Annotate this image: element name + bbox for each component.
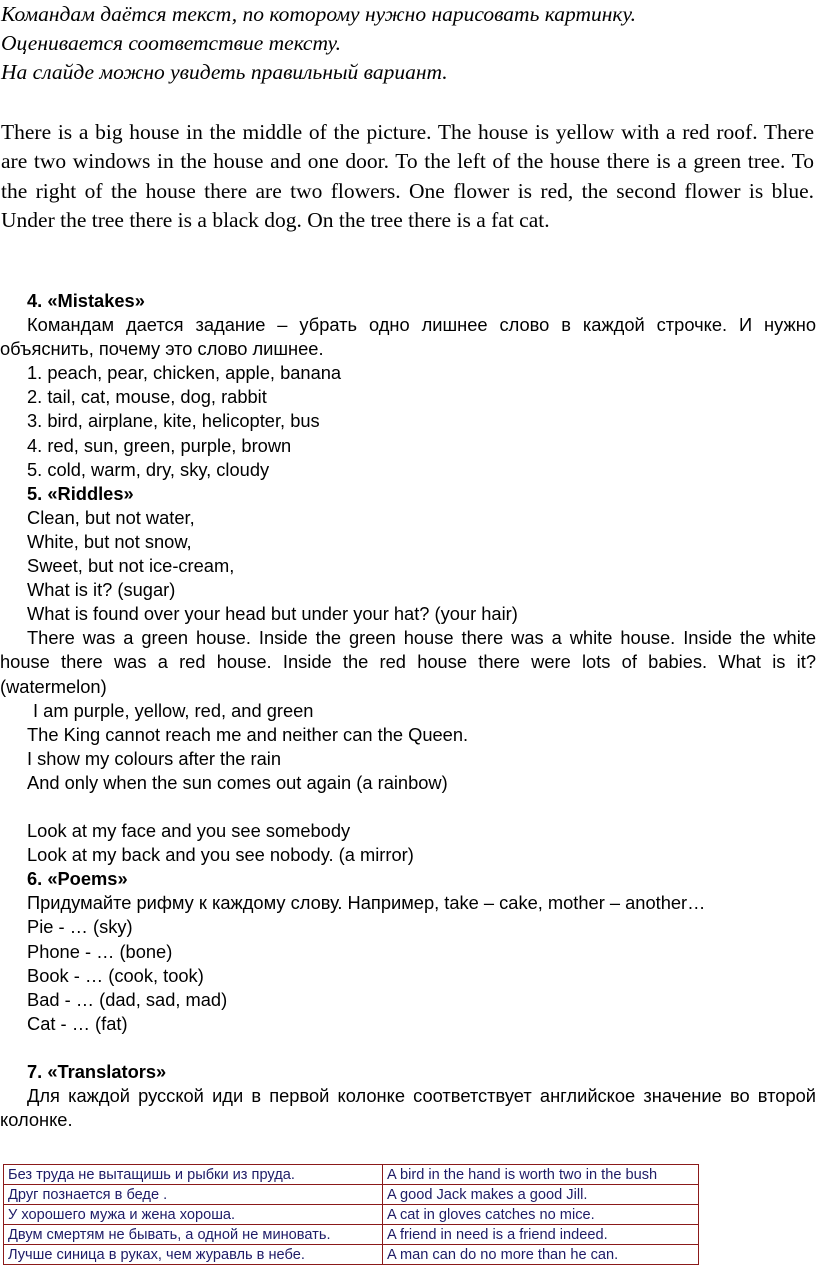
- translators-task: Для каждой русской иди в первой колонке соответствует английское значение во второй колонке.: [0, 1085, 816, 1131]
- poems-task: Придумайте рифму к каждому слову. Например, take – cake, mother – another…: [27, 892, 706, 914]
- list-item: Bad - … (dad, sad, mad): [27, 988, 228, 1010]
- list-item: Cat - … (fat): [27, 1012, 128, 1034]
- intro-line: Оценивается соответствие тексту.: [1, 31, 342, 55]
- english-idiom: A cat in gloves catches no mice.: [383, 1205, 699, 1225]
- list-item: 1. peach, pear, chicken, apple, banana: [27, 362, 342, 384]
- table-row: [4, 1205, 699, 1225]
- picture-story-text: There is a big house in the middle of the picture. The house is yellow with a red roof. There are two windows in the house and one door. To the left of the house there is a green tree. To the right of the house there are two flowers. One flower is red, the second flower is blue. Under the tree there is a black dog. On the tree there is a fat cat.: [1, 120, 814, 232]
- riddle-line: White, but not snow,: [27, 530, 192, 552]
- mistakes-heading: 4. «Mistakes»: [27, 290, 145, 311]
- riddle-line: The King cannot reach me and neither can the Queen.: [27, 723, 469, 745]
- russian-idiom: Лучше синица в руках, чем журавль в небе.: [4, 1245, 383, 1265]
- english-idiom: A good Jack makes a good Jill.: [383, 1185, 699, 1205]
- riddle-line: Look at my back and you see nobody. (a mirror): [27, 844, 414, 866]
- russian-idiom: Двум смертям не бывать, а одной не миновать.: [4, 1225, 383, 1245]
- tasks-section: [0, 289, 816, 1132]
- table-row: [4, 1245, 699, 1265]
- spacer: [0, 795, 816, 819]
- riddles-heading: 5. «Riddles»: [27, 482, 134, 504]
- riddle-line: What is found over your head but under your hat? (your hair): [27, 603, 518, 625]
- list-item: 3. bird, airplane, kite, helicopter, bus: [27, 410, 320, 432]
- english-idiom: A friend in need is a friend indeed.: [383, 1225, 699, 1245]
- riddle-line: And only when the sun comes out again (a rainbow): [27, 771, 448, 793]
- table-row: [4, 1165, 699, 1185]
- list-item: Book - … (cook, took): [27, 964, 204, 986]
- riddle-line: I show my colours after the rain: [27, 747, 282, 769]
- intro-line: На слайде можно увидеть правильный вариант.: [1, 60, 448, 84]
- riddle-paragraph: There was a green house. Inside the green house there was a white house. Inside the white house there was a red house. Inside the red house there were lots of babies. What is it? (watermelon): [0, 627, 816, 697]
- spacer: [0, 1036, 816, 1060]
- russian-idiom: У хорошего мужа и жена хороша.: [4, 1205, 383, 1225]
- list-item: 2. tail, cat, mouse, dog, rabbit: [27, 386, 267, 408]
- translators-heading: 7. «Translators»: [27, 1061, 167, 1082]
- intro-instructions: [1, 0, 813, 87]
- table-row: [4, 1185, 699, 1205]
- riddle-line: I am purple, yellow, red, and green: [33, 699, 314, 721]
- list-item: 4. red, sun, green, purple, brown: [27, 434, 292, 456]
- english-idiom: A bird in the hand is worth two in the bush: [383, 1165, 699, 1185]
- list-item: Phone - … (bone): [27, 940, 173, 962]
- list-item: 5. cold, warm, dry, sky, cloudy: [27, 458, 270, 480]
- russian-idiom: Друг познается в беде .: [4, 1185, 383, 1205]
- russian-idiom: Без труда не вытащишь и рыбки из пруда.: [4, 1165, 383, 1185]
- riddle-line: Clean, but not water,: [27, 506, 195, 528]
- poems-heading: 6. «Poems»: [27, 868, 128, 890]
- table-row: [4, 1225, 699, 1245]
- riddle-line: Look at my face and you see somebody: [27, 820, 351, 842]
- riddle-line: What is it? (sugar): [27, 579, 176, 601]
- idioms-table: [3, 1164, 699, 1265]
- intro-line: Командам даётся текст, по которому нужно нарисовать картинку.: [1, 2, 637, 26]
- english-idiom: A man can do no more than he can.: [383, 1245, 699, 1265]
- mistakes-task: Командам дается задание – убрать одно лишнее слово в каждой строчке. И нужно объяснить, почему это слово лишнее.: [0, 314, 816, 360]
- list-item: Pie - … (sky): [27, 916, 133, 938]
- riddle-line: Sweet, but not ice-cream,: [27, 555, 235, 577]
